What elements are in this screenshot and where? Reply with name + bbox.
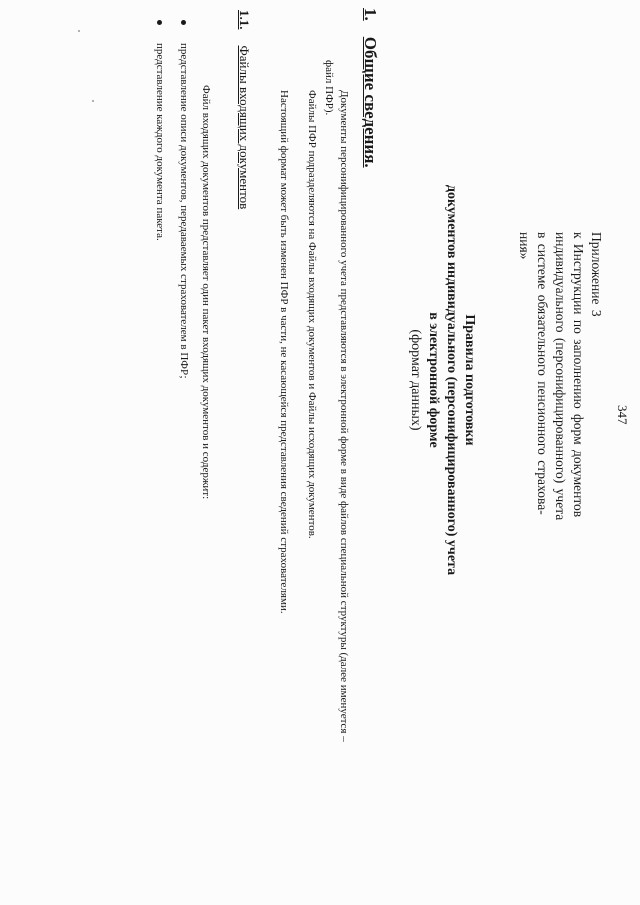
section-1-title: Общие сведения. — [361, 36, 380, 168]
scan-speck — [92, 100, 94, 102]
page-number: 347 — [615, 405, 630, 425]
section-1-1-heading — [235, 10, 253, 209]
document-title-line-1: Правила подготовки — [462, 314, 477, 446]
section-1-para-1-line-2: файл ПФР). — [323, 60, 335, 116]
appendix-line-4: в системе обязательного пенсионного страхова- — [535, 232, 550, 515]
section-1-number: 1. — [361, 8, 380, 21]
document-title-line-3: в электронной форме — [426, 312, 441, 448]
bullet-text: представление каждого документа пакета. — [154, 43, 166, 241]
section-1-1-title: Файлы входящих документов — [237, 45, 252, 210]
document-title-line-4: (формат данных) — [408, 329, 423, 431]
bullet-item — [178, 20, 190, 379]
document-title-line-2: документов индивидуального (персонифицированного) учета — [444, 184, 459, 576]
section-1-heading — [360, 8, 380, 168]
appendix-line-5: ния» — [517, 232, 532, 260]
appendix-line-1: Приложение 3 — [589, 232, 604, 317]
appendix-line-2: к Инструкции по заполнению форм документов — [571, 232, 586, 518]
scan-speck — [78, 30, 80, 32]
section-1-para-1-line-1: Документы персонифицированного учета представляются в электронной форме в виде файлов специальной структуры (далее именуется – — [338, 90, 350, 742]
bullet-text: представление описи документов, передаваемых страхователем в ПФР; — [178, 43, 190, 379]
bullet-item — [154, 20, 166, 241]
appendix-line-3: индивидуального (персонифицированного) учета — [553, 232, 568, 521]
section-1-para-3: Настоящий формат может быть изменен ПФР в части, не касающейся представления сведений страхователями. — [278, 90, 290, 614]
bullet-icon — [157, 20, 162, 25]
section-1-para-2: Файлы ПФР подразделяются на Файлы входящих документов и Файлы исходящих документов. — [306, 90, 318, 539]
bullet-icon — [181, 20, 186, 25]
section-1-1-number: 1.1. — [237, 10, 252, 30]
section-1-1-para-1: Файл входящих документов представляет один пакет входящих документов и содержит: — [200, 85, 212, 500]
